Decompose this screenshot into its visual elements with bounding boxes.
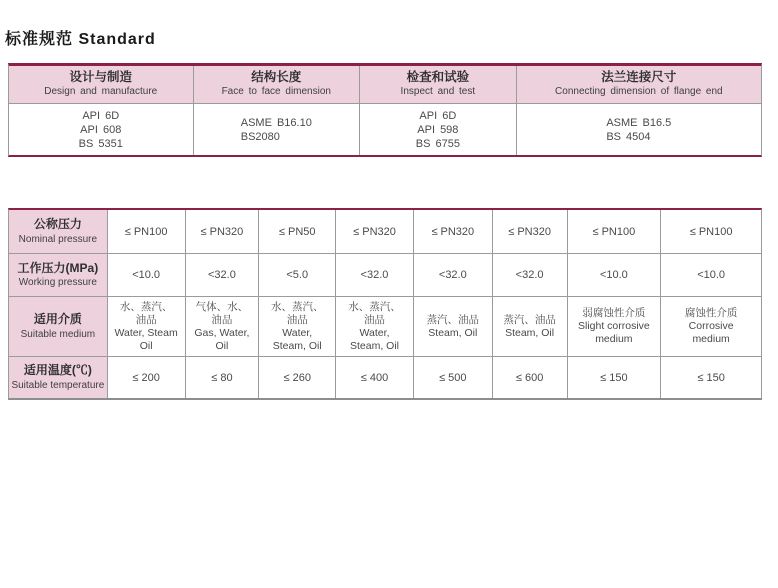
suitable-temperature-value: ≤ 80 — [186, 357, 260, 398]
working-pressure-value: <5.0 — [259, 254, 336, 297]
standards-cell-face-to-face — [194, 104, 361, 155]
header-label-en: Connecting dimension of flange end — [555, 86, 723, 98]
medium-lines: 水、蒸汽、 油品 Water, Steam, Oil — [348, 300, 401, 352]
header-label-en: Design and manufacture — [44, 86, 158, 98]
param-row-header-working-pressure — [9, 254, 108, 297]
working-pressure-value: <32.0 — [414, 254, 493, 297]
standards-col-header-flange — [517, 66, 761, 104]
suitable-temperature-value: ≤ 150 — [568, 357, 662, 398]
nominal-pressure-value: ≤ PN320 — [336, 210, 414, 254]
header-label-zh: 结构长度 — [251, 70, 302, 85]
suitable-medium-value — [661, 297, 761, 357]
standards-col-header-inspect — [360, 66, 517, 104]
row-label-zh: 公称压力 — [33, 217, 82, 232]
nominal-pressure-value: ≤ PN100 — [661, 210, 761, 254]
header-label-en: Face to face dimension — [221, 86, 331, 98]
suitable-temperature-value: ≤ 600 — [493, 357, 568, 398]
row-label-en: Nominal pressure — [18, 233, 98, 245]
suitable-temperature-value: ≤ 500 — [414, 357, 493, 398]
working-pressure-value: <10.0 — [568, 254, 662, 297]
working-pressure-value: <32.0 — [186, 254, 260, 297]
standards-col-header-design — [9, 66, 194, 104]
medium-lines: 弱腐蚀性介质 Slight corrosive medium — [577, 307, 650, 345]
nominal-pressure-value: ≤ PN320 — [493, 210, 568, 254]
suitable-medium-value — [259, 297, 336, 357]
row-label-zh: 工作压力(MPa) — [17, 260, 99, 275]
row-label-en: Suitable medium — [20, 328, 96, 340]
header-label-zh: 设计与制造 — [69, 70, 132, 85]
param-row-header-suitable-temperature — [9, 357, 108, 398]
standards-col-header-face-to-face — [194, 66, 361, 104]
param-row-header-nominal-pressure — [9, 210, 108, 254]
suitable-medium-value — [186, 297, 260, 357]
standards-cell-inspect — [360, 104, 517, 155]
nominal-pressure-value: ≤ PN320 — [414, 210, 493, 254]
working-pressure-value: <32.0 — [493, 254, 568, 297]
page-title: 标准规范 Standard — [5, 31, 156, 48]
nominal-pressure-value: ≤ PN50 — [259, 210, 336, 254]
nominal-pressure-value: ≤ PN100 — [568, 210, 662, 254]
working-pressure-value: <10.0 — [108, 254, 186, 297]
working-pressure-value: <32.0 — [336, 254, 414, 297]
standards-values: ASME B16.10 BS2080 — [240, 116, 312, 143]
header-label-zh: 检查和试验 — [406, 70, 470, 85]
standards-values: API 6D API 598 BS 6755 — [415, 109, 460, 150]
header-label-en: Inspect and test — [400, 86, 476, 98]
suitable-medium-value — [568, 297, 662, 357]
param-row-header-suitable-medium — [9, 297, 108, 357]
medium-lines: 水、蒸汽、 油品 Water, Steam Oil — [114, 300, 178, 352]
medium-lines: 腐蚀性介质 Corrosive medium — [684, 307, 738, 345]
suitable-temperature-value: ≤ 150 — [697, 371, 725, 384]
suitable-medium-value — [414, 297, 493, 357]
nominal-pressure-value: ≤ PN320 — [186, 210, 260, 254]
row-label-en: Working pressure — [18, 277, 97, 289]
medium-lines: 水、蒸汽、 油品 Water, Steam, Oil — [270, 300, 324, 352]
standards-values: ASME B16.5 BS 4504 — [606, 116, 672, 143]
nominal-pressure-value: ≤ PN100 — [108, 210, 186, 254]
suitable-temperature-value: ≤ 200 — [108, 357, 186, 398]
suitable-medium-value — [493, 297, 568, 357]
row-label-zh: 适用介质 — [33, 312, 82, 327]
working-pressure-value: <10.0 — [661, 254, 761, 297]
row-label-en: Suitable temperature — [11, 379, 105, 391]
medium-lines: 蒸汽、油品 Steam, Oil — [503, 313, 556, 339]
standards-cell-design — [9, 104, 194, 155]
suitable-temperature-value: ≤ 400 — [336, 357, 414, 398]
standards-table — [8, 63, 762, 157]
parameters-table — [8, 208, 762, 400]
medium-lines: 蒸汽、油品 Steam, Oil — [426, 313, 480, 339]
suitable-medium-value — [336, 297, 414, 357]
suitable-medium-value — [108, 297, 186, 357]
medium-lines: 气体、水、 油品 Gas, Water, Oil — [194, 300, 250, 352]
standards-cell-flange — [517, 104, 761, 155]
suitable-temperature-value: ≤ 260 — [259, 357, 336, 398]
header-label-zh: 法兰连接尺寸 — [601, 70, 677, 85]
standards-values: API 6D API 608 BS 5351 — [78, 109, 123, 150]
row-label-zh: 适用温度(℃) — [23, 363, 92, 378]
